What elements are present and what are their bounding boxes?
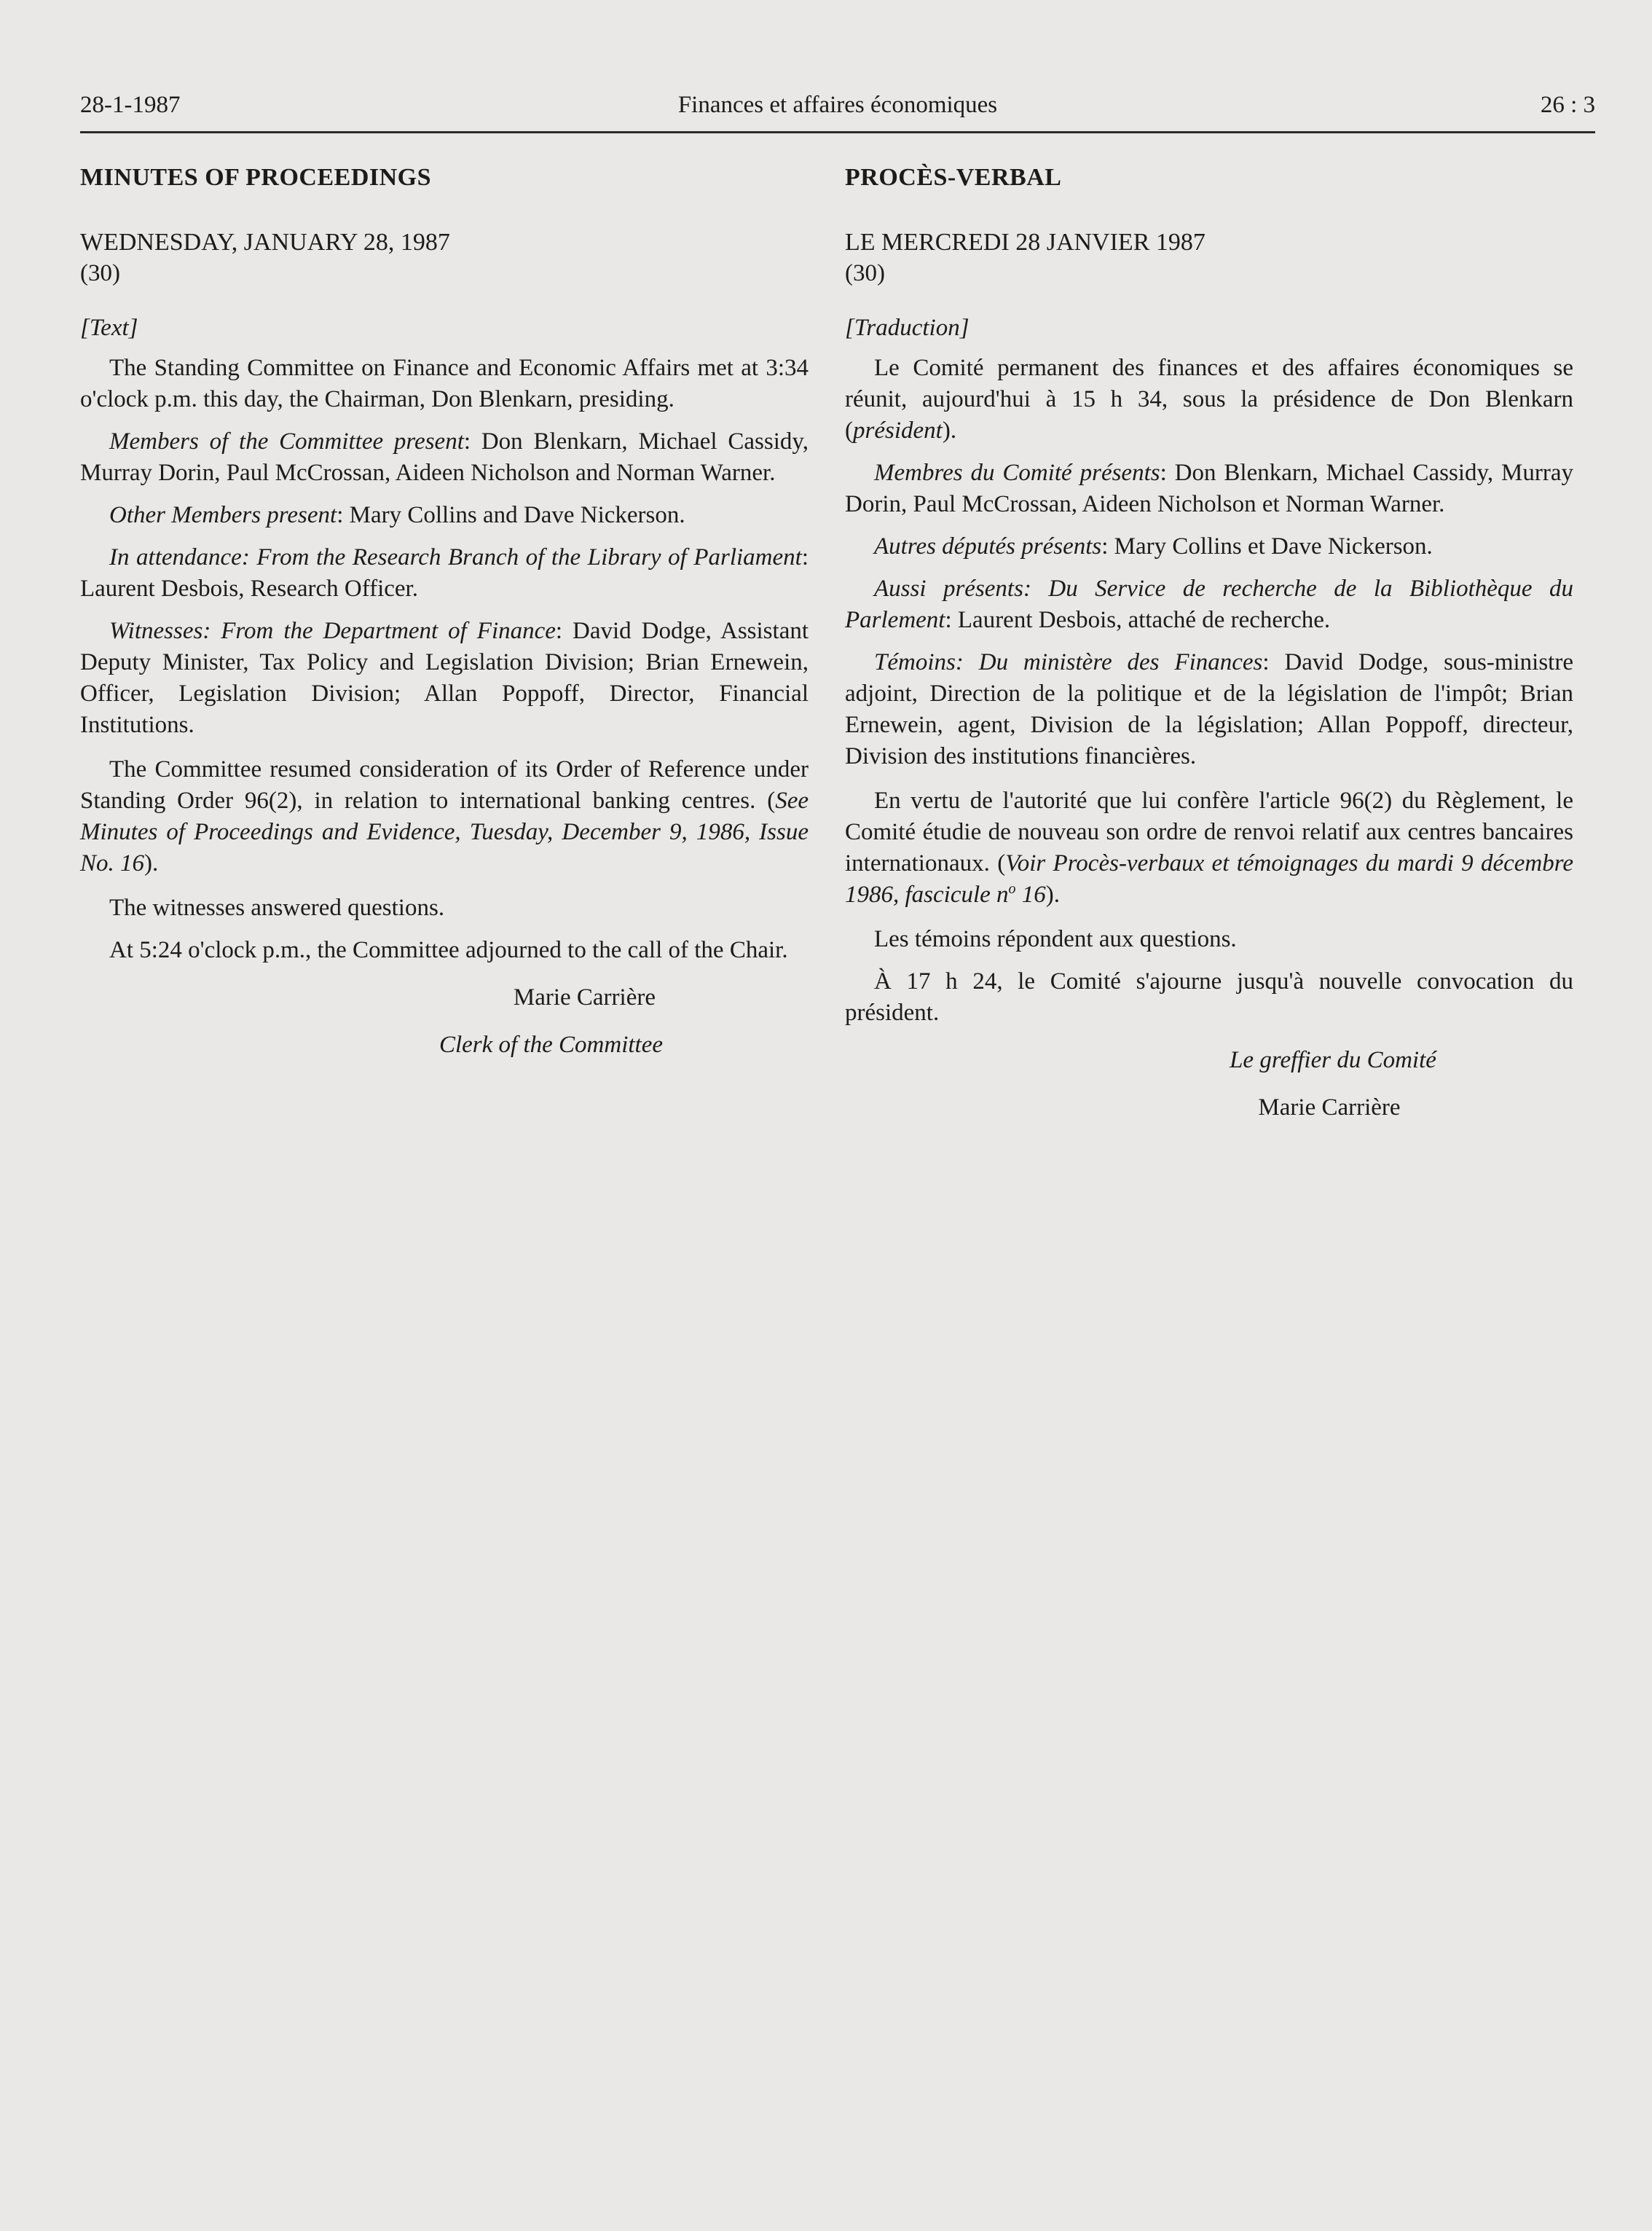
french-others-label: Autres députés présents: [874, 533, 1102, 560]
english-members-text: : Don Blenkarn, Michael Cassidy, Murray Dorin, Paul McCrossan, Aideen Nicholson and Norman Warner.: [80, 428, 809, 486]
french-attendance-label: Aussi présents: [874, 576, 1023, 602]
french-opening-end: ).: [942, 417, 957, 444]
french-witnesses-mid: : Du ministère des Finances: [955, 649, 1263, 675]
french-adjournment: À 17 h 24, le Comité s'ajourne jusqu'à nouvelle convocation du président.: [845, 968, 1573, 1026]
english-clerk-name: Marie Carrière: [513, 984, 656, 1011]
header-title: Finances et affaires économiques: [677, 92, 998, 118]
english-others-label: Other Members present: [109, 502, 337, 528]
french-attendance-mid: : Du Service de recherche de la Bibliothèque du Parlement: [845, 576, 1574, 633]
french-members-label: Membres du Comité présents: [874, 460, 1160, 486]
french-heading: PROCÈS-VERBAL: [845, 164, 1062, 191]
french-other-members: [845, 531, 1573, 562]
french-sitting-number: (30): [845, 260, 885, 286]
french-clerk-title: Le greffier du Comité: [1230, 1047, 1436, 1073]
english-date: WEDNESDAY, JANUARY 28, 1987: [80, 229, 450, 256]
french-others-text: : Mary Collins et Dave Nickerson.: [1101, 533, 1433, 560]
french-resumed-superscript: o: [1008, 881, 1016, 897]
english-attendance-text: : Laurent Desbois, Research Officer.: [80, 544, 809, 602]
english-column: [80, 162, 809, 1061]
french-column: [845, 162, 1573, 1124]
french-witnesses: [845, 647, 1573, 772]
french-translation-tag: [Traduction]: [845, 315, 969, 341]
english-resumed-paragraph: [80, 754, 809, 879]
english-text-tag: [Text]: [80, 315, 138, 341]
english-adjournment: At 5:24 o'clock p.m., the Committee adjourned to the call of the Chair.: [109, 937, 788, 963]
header-date: 28-1-1987: [80, 92, 181, 118]
french-date: LE MERCREDI 28 JANVIER 1987: [845, 229, 1205, 256]
header-page-number: 26 : 3: [1540, 92, 1595, 118]
french-in-attendance: [845, 573, 1573, 636]
page-header: [80, 86, 1595, 133]
english-sitting-number: (30): [80, 260, 120, 286]
french-members-present: [845, 458, 1573, 520]
french-chair-role: président: [853, 417, 943, 444]
english-witnesses-answered: The witnesses answered questions.: [109, 895, 445, 921]
french-clerk-name: Marie Carrière: [1258, 1094, 1401, 1121]
english-attendance-label: In attendance: [109, 544, 242, 571]
english-witnesses-label: Witnesses: [109, 618, 203, 644]
french-witnesses-text: : David Dodge, sous-ministre adjoint, Direction de la politique et de la législation de l'impôt; Brian Ernewein, agent, Division de la législation; Allan Poppoff, directeur, Division des institutions financières.: [845, 649, 1573, 769]
french-resumed-paragraph: [845, 785, 1573, 911]
english-other-members: [80, 500, 809, 531]
english-others-text: : Mary Collins and Dave Nickerson.: [337, 502, 685, 528]
english-heading: MINUTES OF PROCEEDINGS: [80, 164, 432, 191]
english-members-present: [80, 426, 809, 489]
french-resumed-reference-text: Voir Procès-verbaux et témoignages du mardi 9 décembre 1986, fascicule n: [845, 850, 1573, 908]
french-resumed-issue-number: 16: [1015, 882, 1046, 908]
english-in-attendance: [80, 542, 809, 605]
french-opening-text: Le Comité permanent des finances et des affaires économiques se réunit, aujourd'hui à 15 h 34, sous la présidence de Don Blenkarn (: [845, 355, 1573, 444]
french-witnesses-answered: Les témoins répondent aux questions.: [874, 926, 1237, 952]
english-resumed-reference: See Minutes of Proceedings and Evidence, Tuesday, December 9, 1986, Issue No. 16: [80, 788, 809, 877]
english-opening-paragraph: The Standing Committee on Finance and Economic Affairs met at 3:34 o'clock p.m. this day, the Chairman, Don Blenkarn, presiding.: [80, 355, 809, 412]
english-clerk-title: Clerk of the Committee: [438, 1032, 663, 1058]
french-members-text: : Don Blenkarn, Michael Cassidy, Murray Dorin, Paul McCrossan, Aideen Nicholson et Norman Warner.: [845, 460, 1574, 517]
french-opening-paragraph: [845, 353, 1573, 447]
french-witnesses-label: Témoins: [874, 649, 956, 675]
english-resumed-text: The Committee resumed consideration of its Order of Reference under Standing Order 96(2), in relation to international banking centres. (: [80, 756, 809, 814]
english-resumed-end: ).: [144, 850, 159, 877]
english-witnesses-mid: : From the Department of Finance: [202, 618, 556, 644]
english-attendance-mid: : From the Research Branch of the Library of Parliament: [241, 544, 802, 571]
english-witnesses: [80, 616, 809, 741]
french-attendance-text: : Laurent Desbois, attaché de recherche.: [945, 607, 1331, 633]
french-resumed-text: En vertu de l'autorité que lui confère l'article 96(2) du Règlement, le Comité étudie de nouveau son ordre de renvoi relatif aux centres bancaires internationaux. (: [845, 788, 1573, 877]
english-members-label: Members of the Committee present: [109, 428, 464, 455]
english-witnesses-text: : David Dodge, Assistant Deputy Minister, Tax Policy and Legislation Division; Brian Ernewein, Officer, Legislation Division; Allan Poppoff, Director, Financial Institutions.: [80, 618, 809, 738]
french-resumed-end: ).: [1045, 882, 1061, 908]
